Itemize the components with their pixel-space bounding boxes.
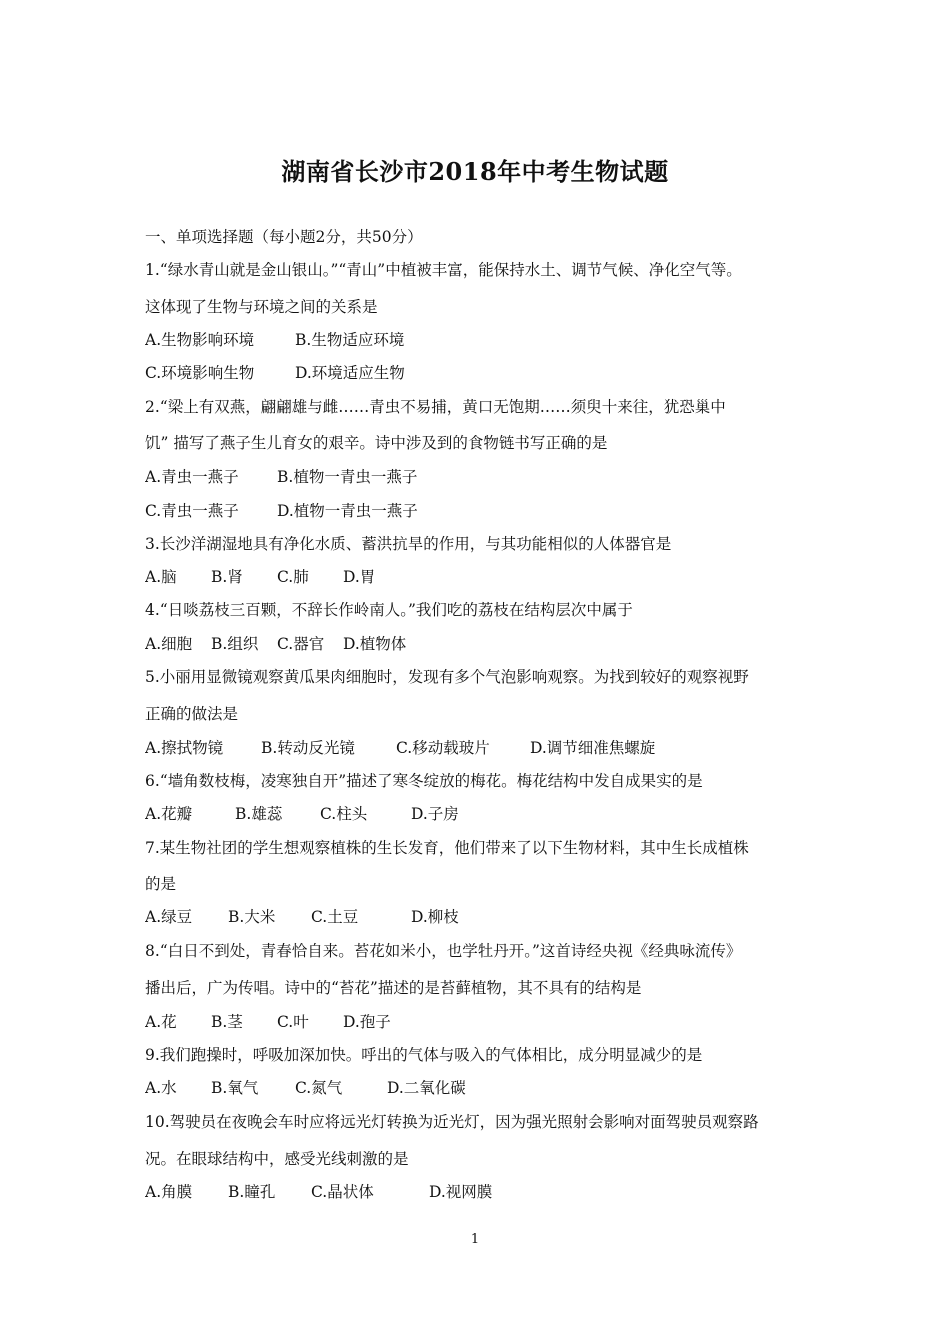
- option-a: A.水: [145, 1079, 177, 1097]
- question-2-stem-cont: 饥” 描写了燕子生儿育女的艰辛。诗中涉及到的食物链书写正确的是: [145, 434, 608, 452]
- option-c: C.叶: [277, 1013, 309, 1031]
- option-b: B.茎: [211, 1013, 243, 1031]
- option-c: C.环境影响生物: [145, 364, 255, 382]
- option-a: A.花: [145, 1013, 177, 1031]
- question-10-options: [145, 1182, 815, 1202]
- option-d: D.二氧化碳: [387, 1079, 466, 1097]
- option-c: C.青虫一燕子: [145, 502, 239, 520]
- option-b: B.氧气: [211, 1079, 259, 1097]
- question-2-stem: 2.“梁上有双燕，翩翩雄与雌……青虫不易捕，黄口无饱期……须臾十来往，犹恐巢中: [145, 398, 726, 416]
- question-1-stem-cont: 这体现了生物与环境之间的关系是: [145, 298, 378, 316]
- question-10-stem: 10.驾驶员在夜晚会车时应将远光灯转换为近光灯，因为强光照射会影响对面驾驶员观察路: [145, 1113, 759, 1131]
- option-d: D.环境适应生物: [295, 364, 405, 382]
- option-a: A.擦拭物镜: [145, 739, 224, 757]
- option-d: D.调节细准焦螺旋: [530, 739, 656, 757]
- option-b: B.大米: [228, 908, 276, 926]
- question-7-stem-cont: 的是: [145, 875, 177, 893]
- option-d: D.植物一青虫一燕子: [277, 502, 418, 520]
- question-6-options: [145, 804, 815, 824]
- option-b: B.植物一青虫一燕子: [277, 468, 418, 486]
- question-5-options: [145, 738, 815, 758]
- option-d: D.视网膜: [429, 1183, 493, 1201]
- option-a: A.青虫一燕子: [145, 468, 239, 486]
- option-a: A.绿豆: [145, 908, 193, 926]
- option-c: C.柱头: [320, 805, 368, 823]
- question-7-options: [145, 907, 815, 927]
- option-b: B.肾: [211, 568, 243, 586]
- option-d: D.孢子: [343, 1013, 391, 1031]
- option-c: C.土豆: [311, 908, 359, 926]
- question-2-options-row2: [145, 501, 815, 521]
- option-a: A.花瓣: [145, 805, 193, 823]
- question-1-options-row1: [145, 330, 815, 350]
- question-4-stem: 4.“日啖荔枝三百颗，不辞长作岭南人。”我们吃的荔枝在结构层次中属于: [145, 601, 633, 619]
- question-1-options-row2: [145, 363, 815, 383]
- option-b: B.生物适应环境: [295, 331, 405, 349]
- option-d: D.胃: [343, 568, 376, 586]
- question-9-options: [145, 1078, 815, 1098]
- option-a: A.细胞: [145, 635, 193, 653]
- option-c: C.氮气: [295, 1079, 343, 1097]
- question-7-stem: 7.某生物社团的学生想观察植株的生长发育，他们带来了以下生物材料，其中生长成植株: [145, 839, 749, 857]
- question-1-stem: 1.“绿水青山就是金山银山。”“青山”中植被丰富，能保持水土、调节气候、净化空气等。: [145, 261, 742, 279]
- question-10-stem-cont: 况。在眼球结构中，感受光线刺激的是: [145, 1150, 409, 1168]
- question-5-stem-cont: 正确的做法是: [145, 705, 239, 723]
- option-b: B.瞳孔: [228, 1183, 276, 1201]
- page-title: 湖南省长沙市2018年中考生物试题: [281, 157, 669, 186]
- option-c: C.移动载玻片: [396, 739, 490, 757]
- question-3-stem: 3.长沙洋湖湿地具有净化水质、蓄洪抗旱的作用，与其功能相似的人体器官是: [145, 535, 672, 553]
- question-6-stem: 6.“墙角数枝梅，凌寒独自开”描述了寒冬绽放的梅花。梅花结构中发自成果实的是: [145, 772, 703, 790]
- option-c: C.器官: [277, 635, 325, 653]
- option-b: B.转动反光镜: [261, 739, 355, 757]
- option-d: D.子房: [411, 805, 459, 823]
- question-9-stem: 9.我们跑操时，呼吸加深加快。呼出的气体与吸入的气体相比，成分明显减少的是: [145, 1046, 703, 1064]
- option-c: C.肺: [277, 568, 309, 586]
- question-3-options: [145, 567, 815, 587]
- option-a: A.脑: [145, 568, 177, 586]
- question-8-stem-cont: 播出后，广为传唱。诗中的“苔花”描述的是苔藓植物，其不具有的结构是: [145, 979, 642, 997]
- option-b: B.组织: [211, 635, 259, 653]
- question-5-stem: 5.小丽用显微镜观察黄瓜果肉细胞时，发现有多个气泡影响观察。为找到较好的观察视野: [145, 668, 749, 686]
- question-8-options: [145, 1012, 815, 1032]
- option-a: A.生物影响环境: [145, 331, 255, 349]
- option-c: C.晶状体: [311, 1183, 374, 1201]
- question-4-options: [145, 634, 815, 654]
- question-8-stem: 8.“白日不到处，青春恰自来。苔花如米小，也学牡丹开。”这首诗经央视《经典咏流传》: [145, 942, 742, 960]
- option-b: B.雄蕊: [235, 805, 283, 823]
- option-d: D.植物体: [343, 635, 407, 653]
- option-d: D.柳枝: [411, 908, 459, 926]
- question-2-options-row1: [145, 467, 815, 487]
- page-number: 1: [470, 1232, 480, 1247]
- section-heading: 一、单项选择题（每小题2分，共50分）: [145, 228, 423, 246]
- option-a: A.角膜: [145, 1183, 193, 1201]
